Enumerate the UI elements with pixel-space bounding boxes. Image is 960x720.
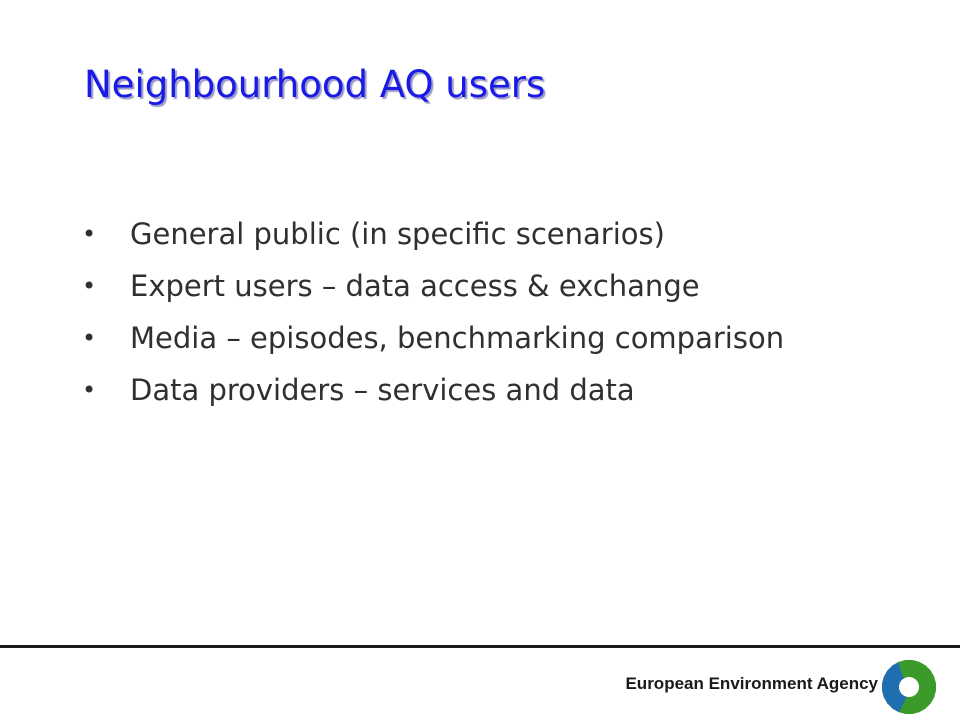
list-item [82, 216, 902, 253]
bullet-icon: • [82, 220, 97, 248]
bullet-icon: • [82, 376, 97, 404]
bullet-text: Media – episodes, benchmarking comparison [130, 321, 785, 355]
list-item [82, 372, 902, 409]
bullet-text: General public (in specific scenarios) [130, 217, 665, 251]
bullet-list [82, 216, 902, 424]
list-item [82, 320, 902, 357]
footer-divider [0, 645, 960, 648]
bullet-icon: • [82, 272, 97, 300]
bullet-text: Expert users – data access & exchange [130, 269, 700, 303]
slide-title: Neighbourhood AQ users [84, 63, 546, 106]
bullet-text: Data providers – services and data [130, 373, 635, 407]
eea-logo-icon [874, 650, 944, 720]
agency-name: European Environment Agency [625, 674, 878, 693]
list-item [82, 268, 902, 305]
bullet-icon: • [82, 324, 97, 352]
